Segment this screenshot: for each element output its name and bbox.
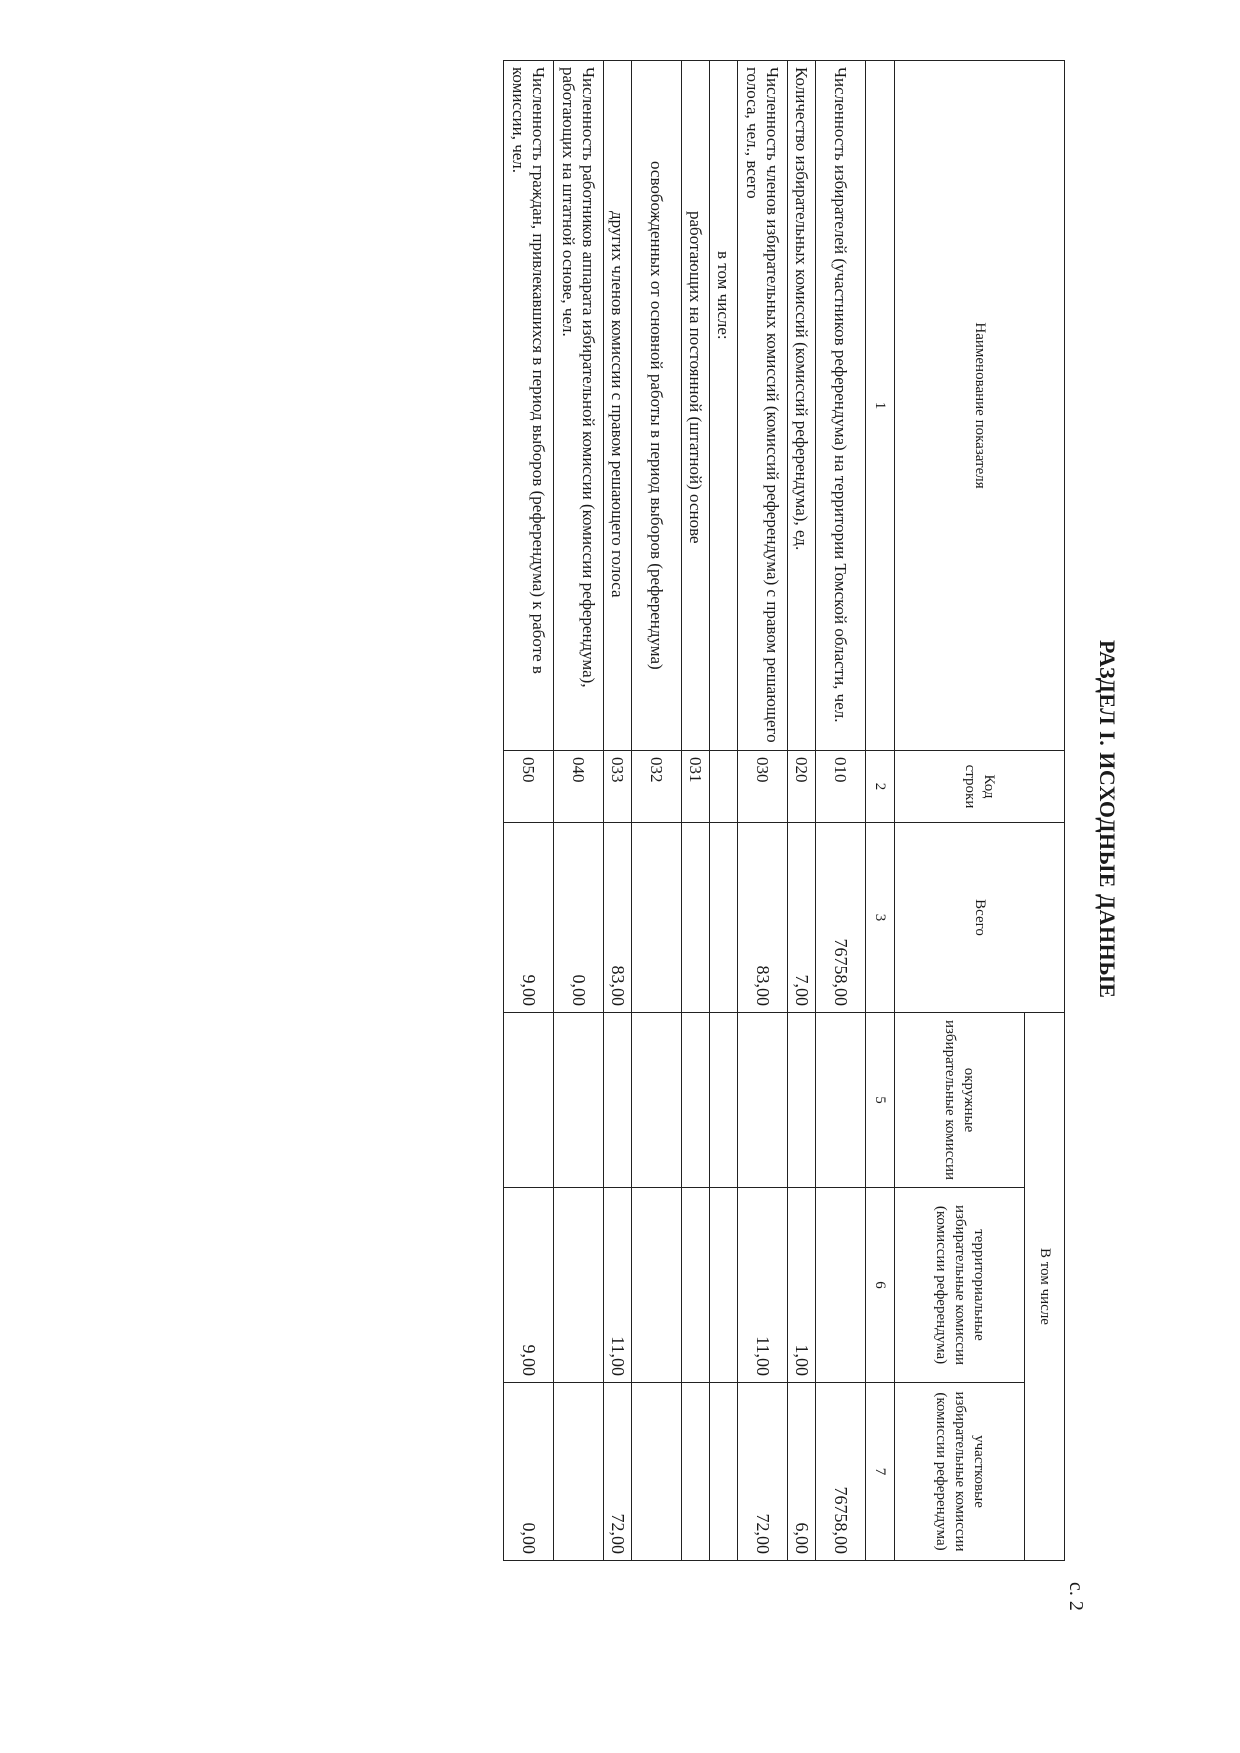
colnum-2: 2 — [866, 751, 895, 823]
row-total: 83,00 — [738, 823, 788, 1013]
row-territorial — [710, 1188, 738, 1383]
row-territorial — [554, 1188, 604, 1383]
row-code: 033 — [604, 751, 632, 823]
row-territorial — [682, 1188, 710, 1383]
row-code: 030 — [738, 751, 788, 823]
row-territorial: 1,00 — [788, 1188, 816, 1383]
row-code: 020 — [788, 751, 816, 823]
colnum-7: 7 — [866, 1383, 895, 1561]
row-total — [710, 823, 738, 1013]
colnum-6: 6 — [866, 1188, 895, 1383]
row-name: Численность членов избирательных комиссий (комиссий референдума) с правом решающего голоса, чел., всего — [738, 61, 788, 751]
row-name: работающих на постоянной (штатной) основе — [682, 61, 710, 751]
row-total: 7,00 — [788, 823, 816, 1013]
colnum-3: 3 — [866, 823, 895, 1013]
header-including: В том числе — [1025, 1013, 1065, 1561]
row-code: 010 — [816, 751, 866, 823]
row-district — [738, 1013, 788, 1188]
header-territorial: территориальные избирательные комиссии (комиссии референдума) — [895, 1188, 1025, 1383]
row-total: 9,00 — [504, 823, 554, 1013]
row-precinct: 76758,00 — [816, 1383, 866, 1561]
table-row — [604, 61, 632, 1561]
row-district — [632, 1013, 682, 1188]
section-title: РАЗДЕЛ I. ИСХОДНЫЕ ДАННЫЕ — [1095, 640, 1120, 999]
row-code: 031 — [682, 751, 710, 823]
row-total — [682, 823, 710, 1013]
table-row — [710, 61, 738, 1561]
row-district — [504, 1013, 554, 1188]
table-row — [816, 61, 866, 1561]
row-territorial — [816, 1188, 866, 1383]
row-name: Численность избирателей (участников референдума) на территории Томской области, чел. — [816, 61, 866, 751]
row-precinct: 0,00 — [504, 1383, 554, 1561]
row-name: Количество избирательных комиссий (комиссий референдума), ед. — [788, 61, 816, 751]
header-code: Код строки — [895, 751, 1065, 823]
header-name: Наименование показателя — [895, 61, 1065, 751]
row-territorial — [632, 1188, 682, 1383]
row-total: 83,00 — [604, 823, 632, 1013]
row-total: 0,00 — [554, 823, 604, 1013]
row-code: 050 — [504, 751, 554, 823]
table-row — [504, 61, 554, 1561]
row-territorial: 11,00 — [738, 1188, 788, 1383]
source-data-table — [503, 60, 1065, 1561]
row-district — [554, 1013, 604, 1188]
row-precinct: 6,00 — [788, 1383, 816, 1561]
row-district — [710, 1013, 738, 1188]
header-district: окружные избирательные комиссии — [895, 1013, 1025, 1188]
row-total: 76758,00 — [816, 823, 866, 1013]
row-precinct — [554, 1383, 604, 1561]
row-code: 032 — [632, 751, 682, 823]
row-district — [816, 1013, 866, 1188]
row-district — [682, 1013, 710, 1188]
row-name: освобожденных от основной работы в период выборов (референдума) — [632, 61, 682, 751]
page-number: с. 2 — [1065, 1582, 1088, 1611]
table-row — [632, 61, 682, 1561]
table-row — [788, 61, 816, 1561]
row-name: Численность граждан, привлекавшихся в период выборов (референдума) к работе в комиссии, чел. — [504, 61, 554, 751]
row-territorial: 9,00 — [504, 1188, 554, 1383]
row-precinct — [682, 1383, 710, 1561]
header-total: Всего — [895, 823, 1065, 1013]
table-row — [682, 61, 710, 1561]
row-name: других членов комиссии с правом решающего голоса — [604, 61, 632, 751]
row-territorial: 11,00 — [604, 1188, 632, 1383]
row-precinct: 72,00 — [604, 1383, 632, 1561]
row-code — [710, 751, 738, 823]
table-row — [554, 61, 604, 1561]
row-precinct: 72,00 — [738, 1383, 788, 1561]
row-code: 040 — [554, 751, 604, 823]
colnum-1: 1 — [866, 61, 895, 751]
table-row — [738, 61, 788, 1561]
header-precinct: участковые избирательные комиссии (комиссии референдума) — [895, 1383, 1025, 1561]
row-district — [604, 1013, 632, 1188]
row-total — [632, 823, 682, 1013]
row-precinct — [710, 1383, 738, 1561]
row-district — [788, 1013, 816, 1188]
row-precinct — [632, 1383, 682, 1561]
row-name: Численность работников аппарата избирательной комиссии (комиссии референдума), работающих на штатной основе, чел. — [554, 61, 604, 751]
row-name: в том числе: — [710, 61, 738, 751]
colnum-5: 5 — [866, 1013, 895, 1188]
